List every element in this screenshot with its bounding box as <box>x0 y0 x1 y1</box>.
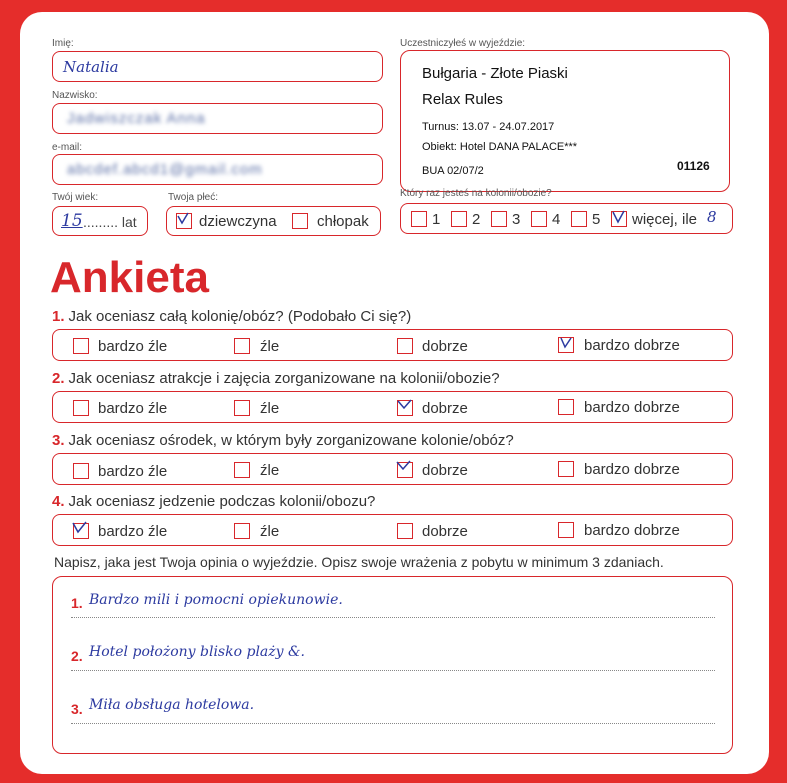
gender-male-label: chłopak <box>317 213 369 230</box>
q1-option-3-label: dobrze <box>422 338 468 355</box>
q3-option-4-label: bardzo dobrze <box>584 461 680 478</box>
q2-option-4-checkbox[interactable] <box>558 399 574 415</box>
age-value: 15 <box>61 211 83 231</box>
trip-obiekt: Obiekt: Hotel DANA PALACE*** <box>422 141 578 153</box>
email-value-redacted: abcdef.abcd1@gmail.com <box>67 161 263 178</box>
name-field[interactable] <box>52 51 383 82</box>
trip-label: Uczestniczyłeś w wyjeździe: <box>400 38 526 49</box>
times-2-checkbox[interactable] <box>451 211 467 227</box>
times-3-checkbox[interactable] <box>491 211 507 227</box>
trip-code: BUA 02/07/2 <box>422 165 484 177</box>
age-label: Twój wiek: <box>52 192 99 203</box>
times-4-checkbox[interactable] <box>531 211 547 227</box>
q1-option-3-checkbox[interactable] <box>397 338 413 354</box>
q2-option-4-label: bardzo dobrze <box>584 399 680 416</box>
gender-male-checkbox[interactable] <box>292 213 308 229</box>
question-2 <box>52 370 500 387</box>
email-field[interactable] <box>52 154 383 185</box>
trip-program: Relax Rules <box>422 91 503 108</box>
times-4-label: 4 <box>552 211 561 228</box>
q4-option-3-label: dobrze <box>422 523 468 540</box>
email-label: e-mail: <box>52 142 83 153</box>
question-4-options <box>52 514 733 546</box>
checkmark-icon <box>176 211 192 227</box>
opinion-line-3-text: Miła obsługa hotelowa. <box>89 697 255 713</box>
question-1-number: 1. <box>52 308 65 325</box>
gender-field <box>166 206 381 236</box>
q3-option-1-checkbox[interactable] <box>73 463 89 479</box>
q3-option-2-checkbox[interactable] <box>234 462 250 478</box>
age-field[interactable] <box>52 206 148 236</box>
q3-option-1-label: bardzo źle <box>98 463 168 480</box>
gender-label: Twoja płeć: <box>168 192 219 203</box>
gender-female-checkbox[interactable] <box>176 213 192 229</box>
survey-sheet <box>20 12 769 774</box>
question-2-options <box>52 391 733 423</box>
q1-option-4-checkbox[interactable] <box>558 337 574 353</box>
question-2-text: Jak oceniasz atrakcje i zajęcia zorganizowane na kolonii/obozie? <box>68 370 500 387</box>
times-2-label: 2 <box>472 211 481 228</box>
q3-option-4-checkbox[interactable] <box>558 461 574 477</box>
trip-turnus: Turnus: 13.07 - 24.07.2017 <box>422 121 555 133</box>
survey-title: Ankieta <box>50 253 209 302</box>
q2-option-3-checkbox[interactable] <box>397 400 413 416</box>
times-1-checkbox[interactable] <box>411 211 427 227</box>
trip-info-box <box>400 50 730 192</box>
q4-option-2-checkbox[interactable] <box>234 523 250 539</box>
opinion-prompt: Napisz, jaka jest Twoja opinia o wyjeździe. Opisz swoje wrażenia z pobytu w minimum 3 zdaniach. <box>54 554 664 570</box>
age-suffix: ......... lat <box>83 214 137 230</box>
question-3-number: 3. <box>52 432 65 449</box>
trip-title: Bułgaria - Złote Piaski <box>422 65 568 82</box>
question-2-number: 2. <box>52 370 65 387</box>
q2-option-2-checkbox[interactable] <box>234 400 250 416</box>
q1-option-1-label: bardzo źle <box>98 338 168 355</box>
opinion-rule <box>71 670 715 671</box>
gender-female-label: dziewczyna <box>199 213 277 230</box>
q1-option-2-label: źle <box>260 338 280 355</box>
opinion-rule <box>71 617 715 618</box>
checkmark-icon <box>611 209 627 225</box>
question-4-number: 4. <box>52 493 65 510</box>
q2-option-1-label: bardzo źle <box>98 400 168 417</box>
name-value: Natalia <box>63 58 119 76</box>
opinion-rule <box>71 723 715 724</box>
surname-field[interactable] <box>52 103 383 134</box>
opinion-line-1-number: 1. <box>71 595 83 611</box>
checkmark-icon <box>396 458 412 474</box>
question-4 <box>52 493 375 510</box>
q2-option-1-checkbox[interactable] <box>73 400 89 416</box>
checkmark-icon <box>397 397 413 413</box>
q4-option-1-checkbox[interactable] <box>73 523 89 539</box>
opinion-line-2-number: 2. <box>71 648 83 664</box>
surname-label: Nazwisko: <box>52 90 98 101</box>
times-more-label: więcej, ile <box>632 211 698 228</box>
times-more-checkbox[interactable] <box>611 211 627 227</box>
checkmark-icon <box>72 520 88 536</box>
question-1-text: Jak oceniasz całą kolonię/obóz? (Podobało Ci się?) <box>68 308 412 325</box>
q3-option-2-label: źle <box>260 462 280 479</box>
times-other-value: 8 <box>707 208 717 226</box>
question-4-text: Jak oceniasz jedzenie podczas kolonii/obozu? <box>68 493 376 510</box>
question-1-options <box>52 329 733 361</box>
q4-option-4-checkbox[interactable] <box>558 522 574 538</box>
q4-option-3-checkbox[interactable] <box>397 523 413 539</box>
times-5-label: 5 <box>592 211 601 228</box>
name-label: Imię: <box>52 38 74 49</box>
q2-option-2-label: źle <box>260 400 280 417</box>
times-5-checkbox[interactable] <box>571 211 587 227</box>
opinion-line-1-text: Bardzo mili i pomocni opiekunowie. <box>89 592 343 608</box>
q4-option-1-label: bardzo źle <box>98 523 168 540</box>
question-3-options <box>52 453 733 485</box>
q3-option-3-label: dobrze <box>422 462 468 479</box>
surname-value-redacted: Jadwiszczak Anna <box>67 110 206 127</box>
q4-option-4-label: bardzo dobrze <box>584 522 680 539</box>
q1-option-1-checkbox[interactable] <box>73 338 89 354</box>
q3-option-3-checkbox[interactable] <box>397 462 413 478</box>
times-3-label: 3 <box>512 211 521 228</box>
question-3-text: Jak oceniasz ośrodek, w którym były zorganizowane kolonie/obóz? <box>68 432 514 449</box>
opinion-line-3-number: 3. <box>71 701 83 717</box>
times-field <box>400 203 733 234</box>
checkmark-icon <box>558 335 574 351</box>
question-3 <box>52 432 514 449</box>
q1-option-2-checkbox[interactable] <box>234 338 250 354</box>
opinion-line-2-text: Hotel położony blisko plaży &. <box>89 644 305 660</box>
q1-option-4-label: bardzo dobrze <box>584 337 680 354</box>
times-1-label: 1 <box>432 211 441 228</box>
times-label: Który raz jesteś na kolonii/obozie? <box>400 188 552 199</box>
opinion-box[interactable] <box>52 576 733 754</box>
q4-option-2-label: źle <box>260 523 280 540</box>
q2-option-3-label: dobrze <box>422 400 468 417</box>
question-1 <box>52 308 411 325</box>
trip-number: 01126 <box>677 159 710 173</box>
